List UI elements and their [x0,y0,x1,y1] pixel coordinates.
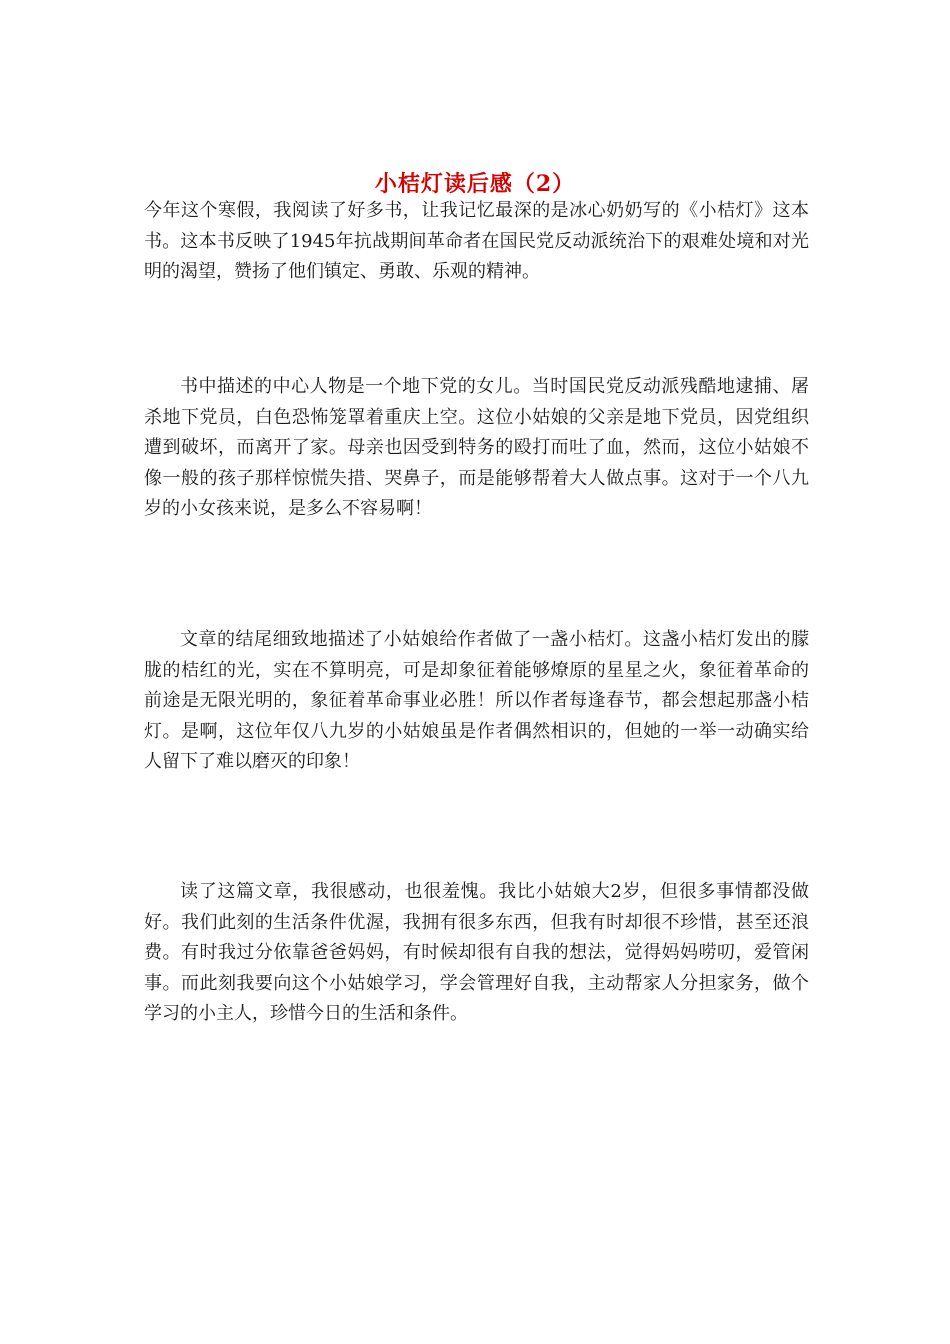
document-title: 小桔灯读后感（2） [374,170,576,197]
paragraph-central-character: 书中描述的中心人物是一个地下党的女儿。当时国民党反动派残酷地逮捕、屠杀地下党员，白色恐怖笼罩着重庆上空。这位小姑娘的父亲是地下党员，因党组织遭到破坏，而离开了家。母亲也因受到特务的殴打而吐了血，然而，这位小姑娘不像一般的孩子那样惊慌失措、哭鼻子，而是能够帮着大人做点事。这对于一个八九岁的小女孩来说，是多么不容易啊！ [144,376,809,519]
paragraph-ending: 文章的结尾细致地描述了小姑娘给作者做了一盏小桔灯。这盏小桔灯发出的朦胧的桔红的光，实在不算明亮，可是却象征着能够燎原的星星之火，象征着革命的前途是无限光明的，象征着革命事业必胜！所以作者每逢春节，都会想起那盏小桔灯。是啊，这位年仅八九岁的小姑娘虽是作者偶然相识的，但她的一举一动确实给人留下了难以磨灭的印象！ [144,629,809,772]
paragraph-reflection: 读了这篇文章，我很感动，也很羞愧。我比小姑娘大2岁，但很多事情都没做好。我们此刻的生活条件优渥，我拥有很多东西，但我有时却很不珍惜，甚至还浪费。有时我过分依靠爸爸妈妈，有时候却很有自我的想法，觉得妈妈唠叨，爱管闲事。而此刻我要向这个小姑娘学习，学会管理好自我，主动帮家人分担家务，做个学习的小主人，珍惜今日的生活和条件。 [144,881,809,1024]
paragraph-intro: 今年这个寒假，我阅读了好多书，让我记忆最深的是冰心奶奶写的《小桔灯》这本书。这本书反映了1945年抗战期间革命者在国民党反动派统治下的艰难处境和对光明的渴望，赞扬了他们镇定、勇敢、乐观的精神。 [144,200,809,282]
